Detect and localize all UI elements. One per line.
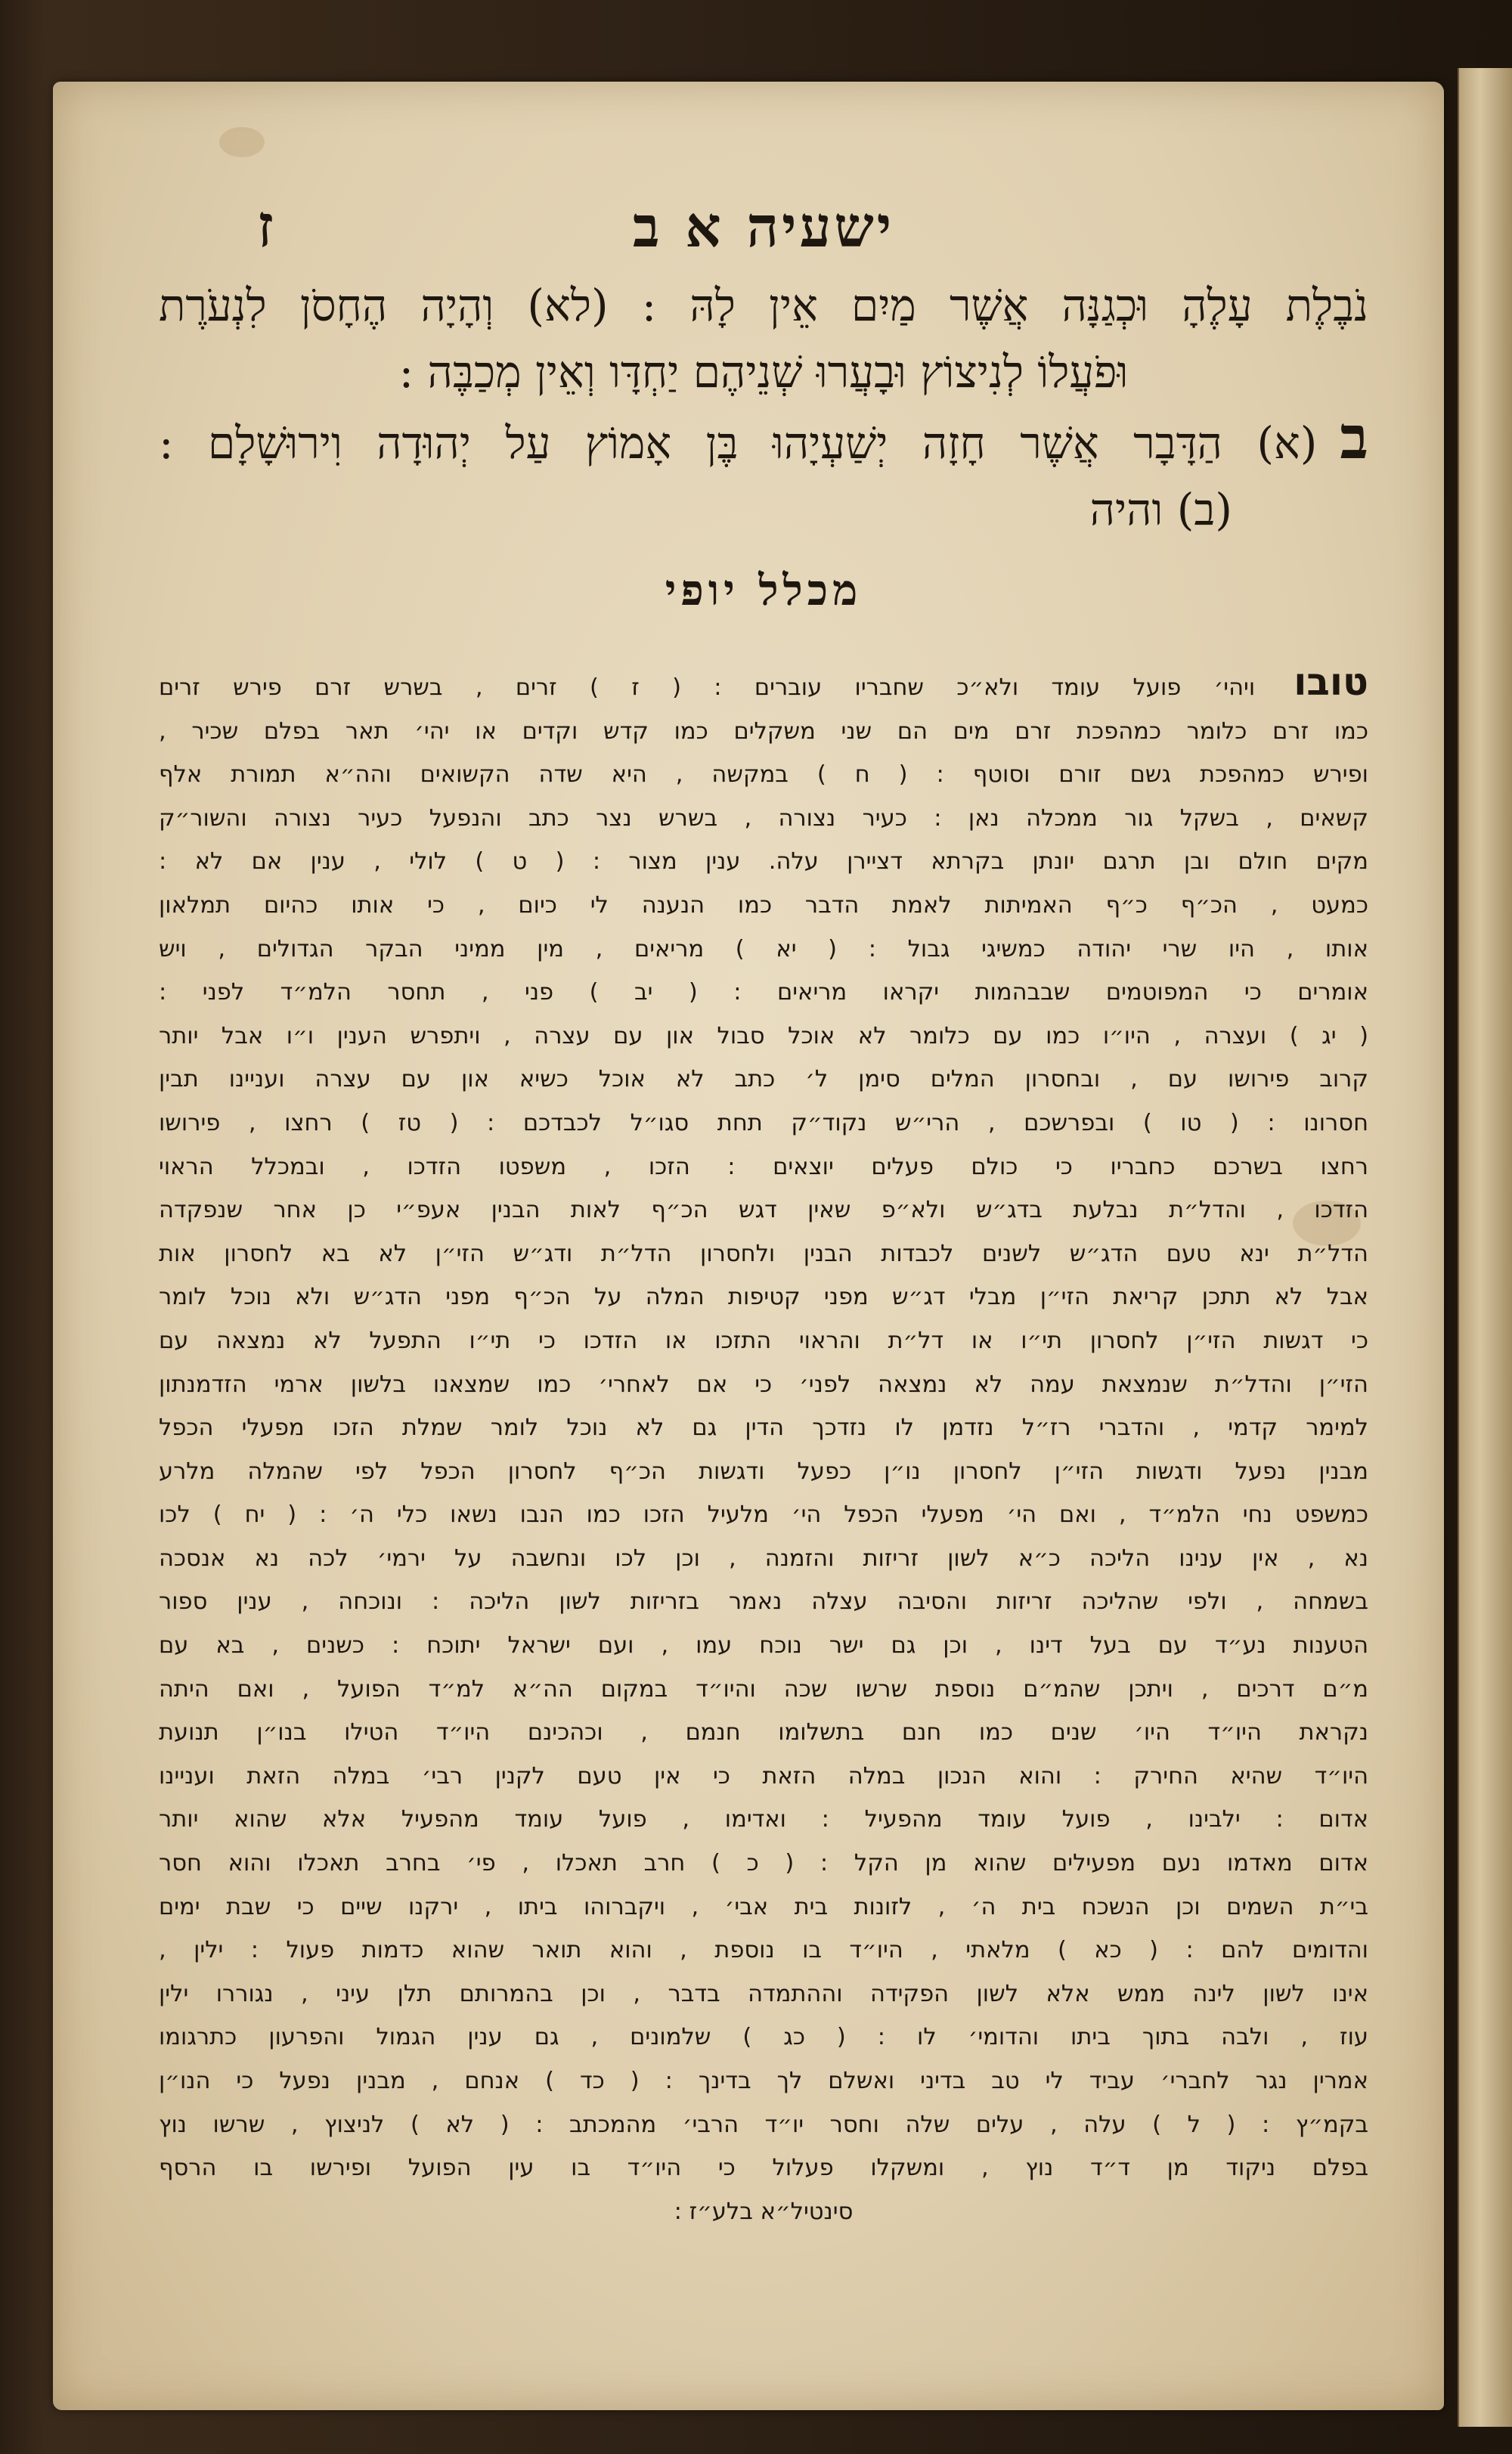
commentary-lead-word: טובו [1255,661,1368,704]
commentary-line: קשאים , בשקל גור ממכלה נאן : כעיר נצורה , בשרש נצר כתב והנפעל כעיר נצורה והשור״ק [159,804,1368,832]
commentary-line: אותו , היו שרי יהודה כמשיגי גבול : ( יא ) מריאים , מין ממיני הבקר הגדולים , ויש [159,935,1368,962]
commentary-line: קרוב פירושו עם , ובחסרון המלים סימן ל׳ כתב לא אוכל כשיא און עם עצרה ועניינו תבין [159,1066,1368,1093]
commentary-line: כמשפט נחי הלמ״ד , ואם הי׳ מפעלי הכפל הי׳ מלעיל הזכו כמו הנבו נשאו כלי ה׳ : ( יח ) לכו [159,1501,1368,1529]
commentary-line: כמו זרם כלומר כמהפכת זרם מים הם שני משקלים כמו קדש וקדים או יהי׳ תאר בפלם שכיר , [159,717,1368,745]
commentary-line: הזדכו , והדל״ת נבלעת בדג״ש ולא״פ שאין דגש הכ״ף לאות הבנין אעפ״י כן אחר שנפקדה [159,1197,1368,1224]
commentary-line: חסרונו : ( טו ) ובפרשכם , הרי״ש נקוד״ק תחת סגו״ל לכבדכם : ( טז ) רחצו , פירושו [159,1109,1368,1136]
commentary-line: היו״ד שהיא החירק : והוא הנכון במלה הזאת כי אין טעם לקנין רבי׳ במלה הזאת ועניינו [159,1762,1368,1789]
commentary-line: אמרין נגר לחברי׳ עביד לי טב בדיני ואשלם לך בדינך : ( כד ) אנחם , מבנין נפעל כי הנו״ן [159,2068,1368,2094]
verse-line-1: נֹבֶלֶת עָלֶהָ וּכְגַנָּה אֲשֶׁר מַיִם אֵין לָהּ : (לא) וְהָיָה הֶחָסֹן לִנְעֹרֶת [159,280,1368,331]
commentary-line: בפלם ניקוד מן ד״ד נוץ , ומשקלו פעלול כי היו״ד בו עין הפועל ופירשו בו הרסף [159,2155,1368,2182]
commentary-line: הדל״ת ינא טעם הדג״ש לשנים לכבדות הבנין ולחסרון הדל״ת ודג״ש הזי״ן לא בא לחסרון אות [159,1240,1368,1267]
verse-line-2: וּפֹעֲלוֹ לְנִיצוֹץ וּבָעֲרוּ שְׁנֵיהֶם יַחְדָּו וְאֵין מְכַבֶּה : [398,346,1129,398]
commentary-line: מ״ם דרכים , ויתכן שהמ״ם נוספת שרשו שכה והיו״ד במקום הה״א למ״ד הפועל , ואם היתה [159,1675,1368,1703]
next-page-edge [1458,68,1512,2427]
commentary-line: הטענות נע״ד עם בעל דינו , וכן גם ישר נוכח עמו , ועם ישראל יתוכח : כשנים , בא עם [159,1632,1368,1659]
commentary-line: והדומים להם : ( כא ) מלאתי , היו״ד בו נוספת , והוא תואר שהוא כדמות פעול : ילין , [159,1937,1368,1964]
commentary-line: מבנין נפעל ודגשות הזי״ן לחסרון נו״ן כפעל ודגשות הכ״ף לחסרון הכפל לפי שהמלה מלרע [159,1458,1368,1485]
commentary-line: טובו ויהי׳ פועל עומד ולא״כ שחבריו עוברים : ( ז ) זרים , בשרש זרם פירש זרים [159,661,1368,704]
commentary-block [159,661,1368,2233]
commentary-line: ופירש כמהפכת גשם זורם וסוטף : ( ח ) במקשה , היא שדה הקשואים והה״א תמורת אלף [159,761,1368,789]
commentary-line: למימר קדמי , והדברי רז״ל נזדמן לו נזדכך הדין גם לא נוכל לומר שמלת הזכו מפעלי הכפל [159,1414,1368,1442]
commentary-line: אדום : ילבינו , פועל עומד מהפעיל : ואדימו , פועל עומד מהפעיל אלא שהוא יותר [159,1806,1368,1833]
commentary-line: כמעט , הכ״ף כ״ף האמיתות לאמת הדבר כמו הנענה לי כיום , כי אותו כהיום תמלאון [159,891,1368,919]
commentary-line: עוז , ולבה בתוך ביתו והדומי׳ לו : ( כג ) שלמונים , גם ענין הגמול והפרעון כתרגומו [159,2024,1368,2051]
verse-text: (א) הַדָּבָר אֲשֶׁר חָזָה יְשַׁעְיָהוּ בֶּן אָמוֹץ עַל יְהוּדָה וִירוּשָׁלָם : [159,417,1318,469]
commentary-line: אינו לשון לינה ממש אלא לשון הפקידה וההתמדה בדבר , וכן בהמרותם תלן עיני , נגוררו ילין [159,1980,1368,2007]
commentary-line: בי״ת השמים וכן הנשכח בית ה׳ , לזונות בית אבי׳ , ויקברוהו ביתו , ירקנו שיים כי שבת ימים [159,1893,1368,1920]
commentary-line: אומרים כי המפוטמים שבבהמות יקראו מריאים : ( יב ) פני , תחסר הלמ״ד לפני : [159,979,1368,1006]
commentary-line: אבל לא תתכן קריאת הזי״ן מבלי דג״ש מפני קטיפות המלה על הכ״ף מפני הדג״ש ולא נוכל לומר [159,1284,1368,1311]
commentary-line: סינטיל״א בלע״ז : [674,2198,854,2225]
commentary-line: נא , אין ענינו הליכה כ״א לשון זריזות והזמנה , וכן לכו ונחשבה על ירמי׳ לכה נא אנסכה [159,1545,1368,1572]
page-header [159,181,1368,272]
commentary-line: נקראת היו״ד היו׳ שנים כמו חנם בתשלומו חנמם , וכהכינם היו״ד הטילו בנו״ן תנועת [159,1719,1368,1746]
commentary-line: ( יג ) ועצרה , היו״ו כמו עם כלומר לא אוכל סבול און עם עצרה , ויתפרש הענין ו״ו אבל יותר [159,1022,1368,1049]
page-number: ז [257,192,274,261]
commentary-line: כי דגשות הזי״ן לחסרון תי״ו או דל״ת והראוי התזכו או הזדכו כי תי״ו התפעל לא נמצאה עם [159,1327,1368,1354]
commentary-line: הזי״ן והדל״ת שנמצאת עמה לא נמצאה לפני׳ כי אם לאחרי׳ כמו שמצאנו בלשון ארמי הזדמנתון [159,1371,1368,1398]
running-title: ישעיה א ב [632,195,895,260]
commentary-title: מכלל יופי [665,565,863,615]
paper-stain [219,127,265,157]
verse-line-4: (ב) והיה [1089,484,1232,535]
commentary-line: אדום מאדמו נעם מפעילים שהוא מן הקל : ( כ ) חרב תאכלו , פי׳ בחרב תאכלו והוא חסר [159,1850,1368,1877]
commentary-line: בשמחה , ולפי שהליכה זריזות והסיבה עצלה נאמר בזריזות לשון הליכה : ונוכחה , ענין ספור [159,1588,1368,1616]
commentary-line: בקמ״ץ : ( ל ) עלה , עלים שלה וחסר יו״ד הרבי׳ מהמכתב : ( לא ) לניצוץ , שרשו נוץ [159,2111,1368,2138]
verse-line-3 [159,405,1368,476]
commentary-line: רחצו בשרכם כחבריו כי כולם פעלים יוצאים : הזכו , משפטו הזדכו , ובמכלל הראוי [159,1153,1368,1180]
chapter-letter: ב [1340,404,1368,473]
page-text [159,181,1368,2233]
commentary-line: מקים חולם ובן תרגם יונתן בקרתא דציירן עלה. ענין מצור : ( ט ) לולי , ענין אם לא : [159,848,1368,875]
